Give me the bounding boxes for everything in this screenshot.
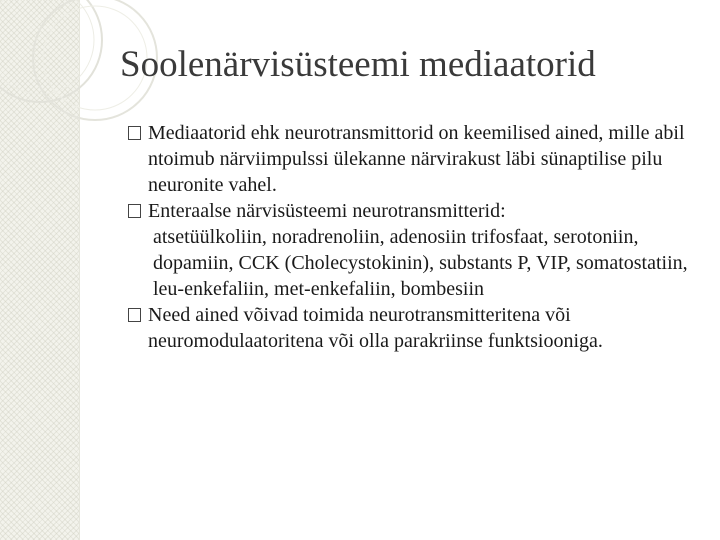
bullet-text: Need ained võivad toimida neurotransmitteritena või neuromodulaatoritena või olla parakriinse funktsiooniga. [148, 304, 603, 352]
side-decoration-band [0, 0, 80, 540]
bullet-text: Mediaatorid ehk neurotransmittorid on keemilised ained, mille abil ntoimub närviimpulssi ülekanne närvirakust läbi sünaptilise pilu neuronite vahel. [148, 122, 685, 196]
square-bullet-icon [128, 126, 141, 140]
bullet-list [128, 120, 700, 354]
square-bullet-icon [128, 204, 141, 218]
bullet-item-mediators [128, 120, 700, 198]
slide-title: Soolenärvisüsteemi mediaatorid [120, 44, 596, 85]
bullet-item-function [128, 302, 700, 354]
square-bullet-icon [128, 308, 141, 322]
bullet-text: Enteraalse närvisüsteemi neurotransmitterid: [148, 200, 506, 222]
bullet-item-neurotransmitters [128, 198, 700, 302]
neurotransmitter-list-text: atsetüülkoliin, noradrenoliin, adenosiin trifosfaat, serotoniin, dopamiin, CCK (Cholecystokinin), substants P, VIP, somatostatiin, leu-enkefaliin, met-enkefaliin, bombesiin [153, 226, 688, 300]
